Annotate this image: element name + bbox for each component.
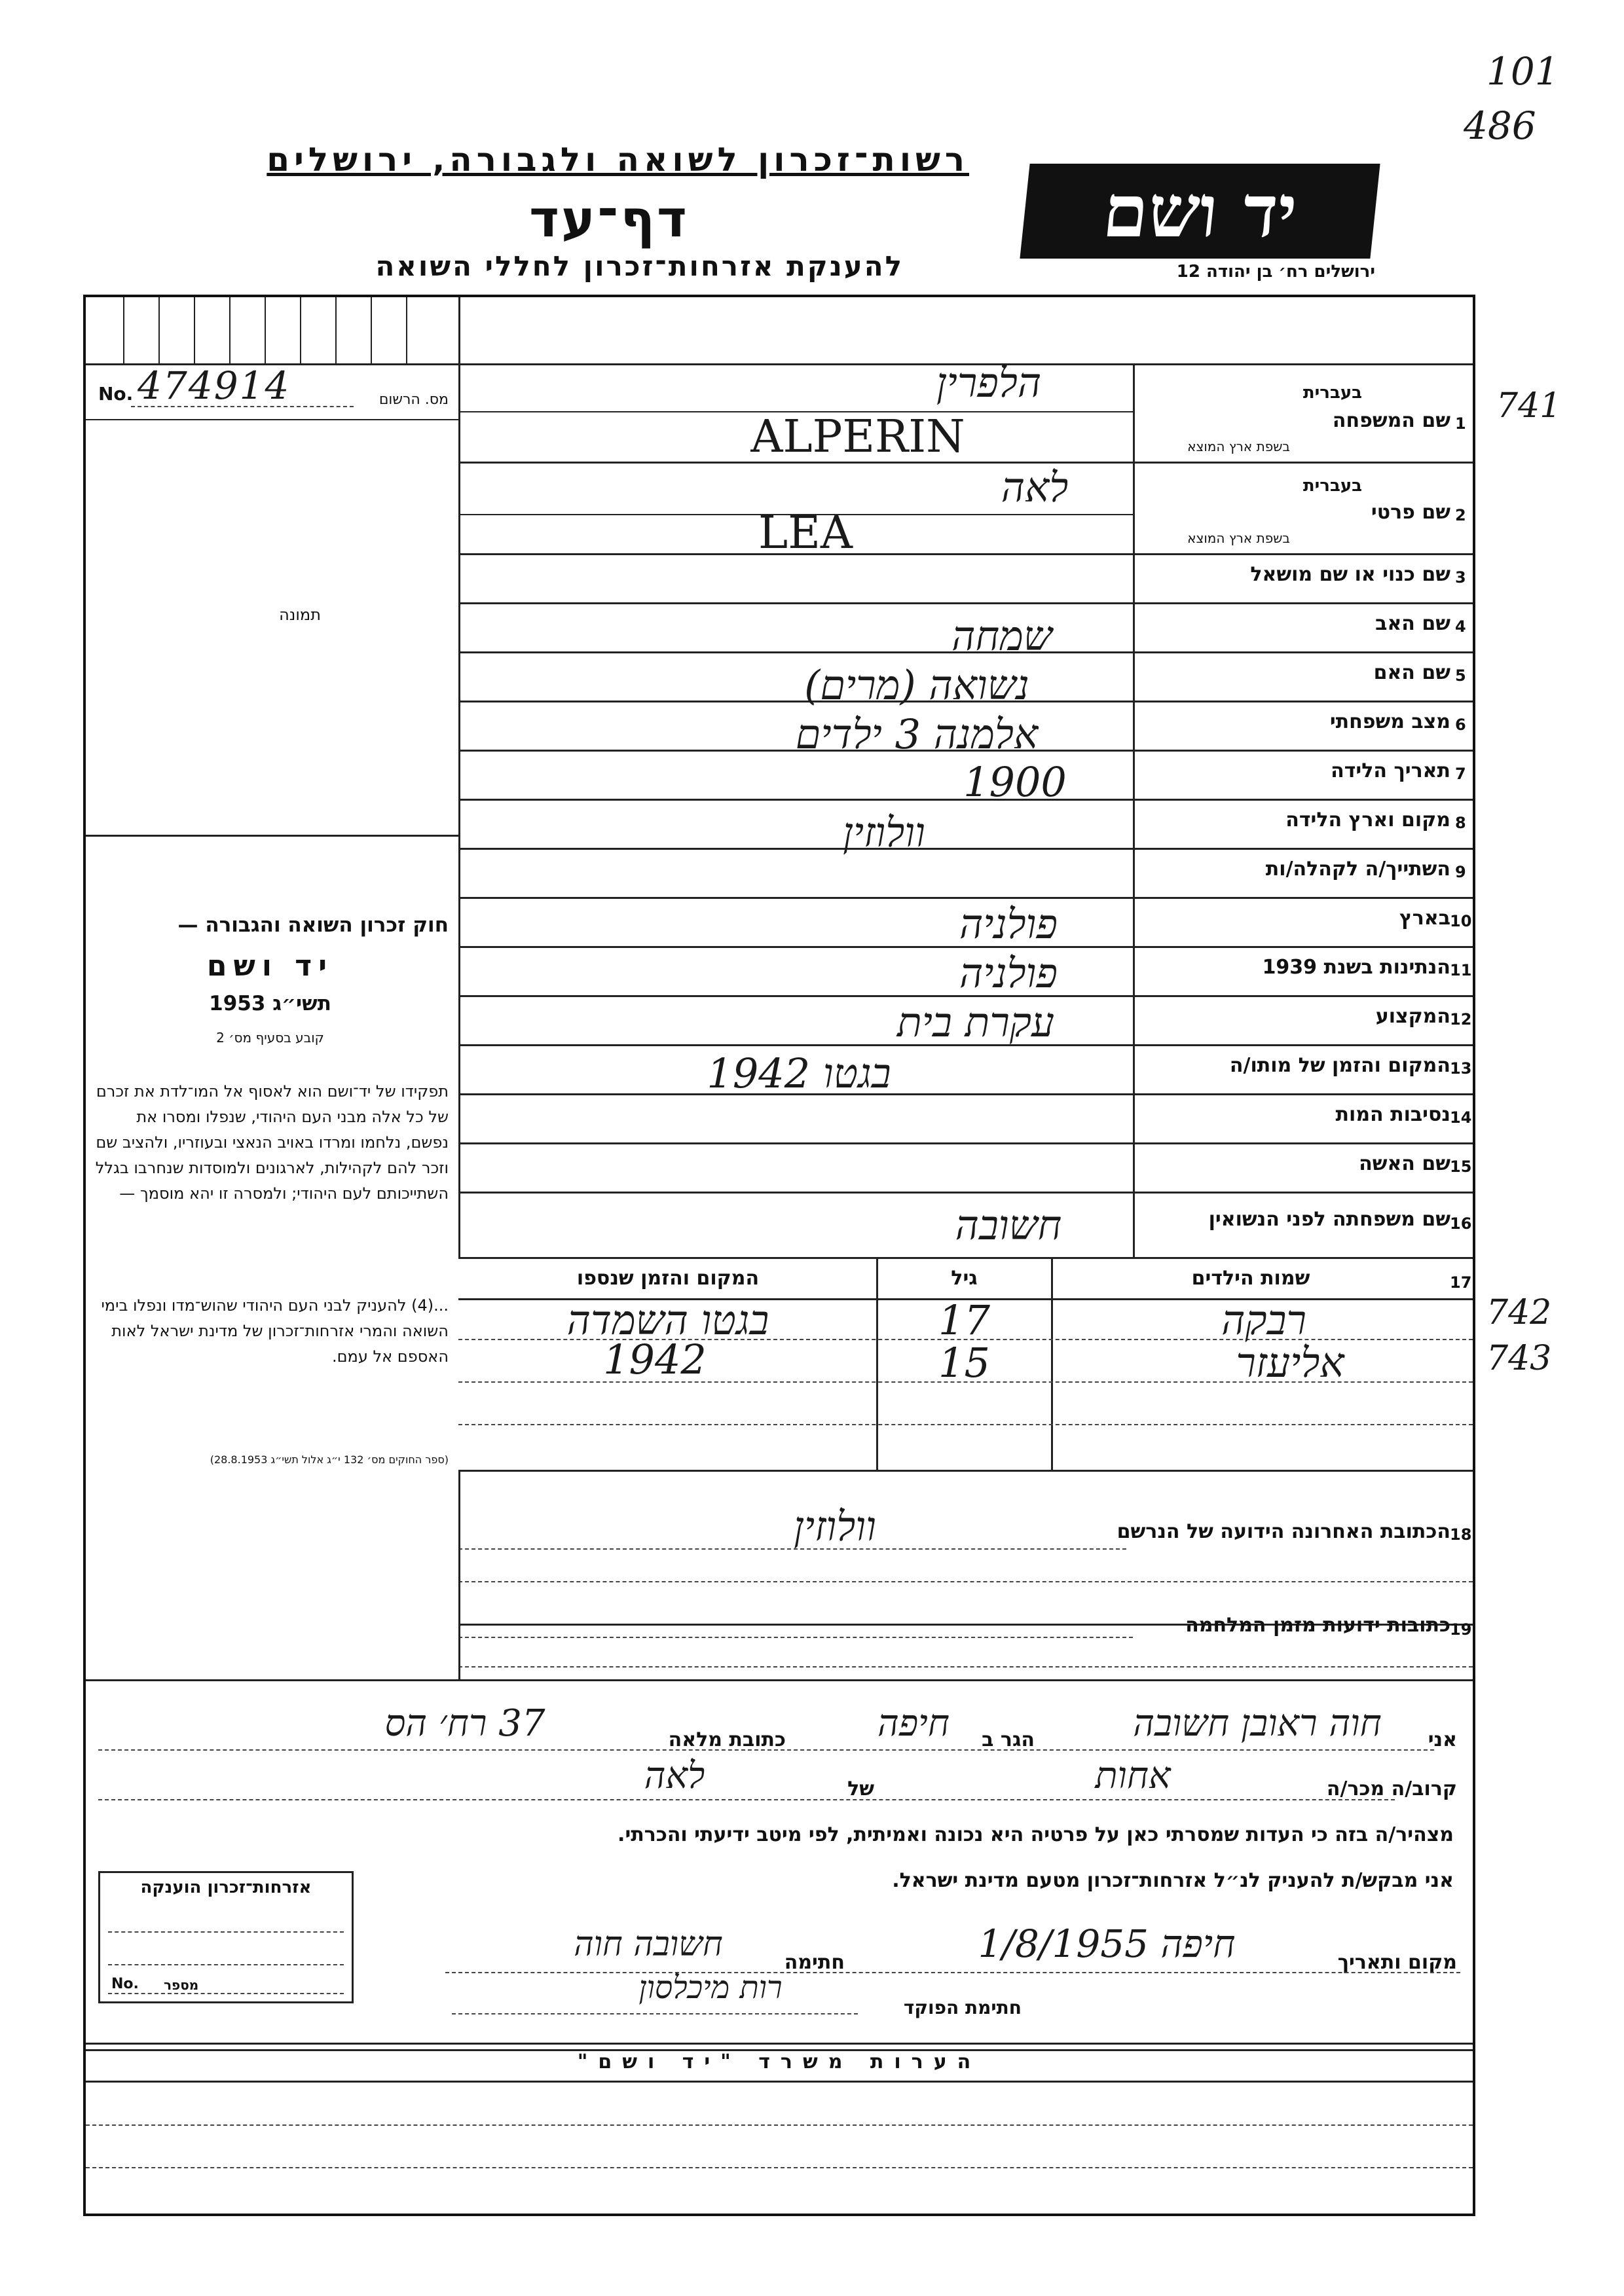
yad-vashem-logo	[1020, 164, 1380, 259]
form-title: דף־עד	[529, 190, 689, 249]
field-19-label: כתובות ידועות מזמן המלחמה	[1185, 1614, 1450, 1637]
law-title: חוק זכרון השואה והגבורה —	[177, 913, 449, 937]
field-10-number: 10	[1450, 912, 1472, 930]
law-year: תשי״ג 1953	[209, 992, 331, 1015]
child-1-age: 17	[938, 1296, 990, 1344]
field-6-label: מצב משפחתי	[1329, 710, 1450, 733]
children-header-age: גיל	[951, 1267, 978, 1290]
field-1-number: 1	[1455, 414, 1466, 433]
statement-request: אני מבקש/ת להעניק לנ״ל אזרחות־זכרון מטעם מדינת ישראל.	[892, 1869, 1454, 1892]
field-6-number: 6	[1455, 716, 1466, 734]
archive-number-bottom: 486	[1464, 103, 1536, 148]
field-6-value: נשואה (מרים)	[804, 661, 1029, 709]
field-13-label: המקום והזמן של מותו/ה	[1229, 1054, 1450, 1077]
child-2-age: 15	[938, 1339, 990, 1387]
field-18-number: 18	[1450, 1525, 1472, 1544]
left-column-divider	[458, 363, 460, 1257]
field-2-sub-local: בשפת ארץ המוצא	[1187, 530, 1290, 546]
authority-title: רשות־זכרון לשואה ולגבורה, ירושלים	[267, 141, 969, 179]
field-14-number: 14	[1450, 1108, 1472, 1127]
field-11-label: הנתינות בשנת 1939	[1262, 956, 1450, 979]
field-1-value-hebrew: הלפרין	[936, 359, 1042, 407]
signature-label: חתימה	[784, 1951, 845, 1974]
place-date-label: מקום ותאריך	[1337, 1951, 1457, 1974]
statement-truth: מצהיר/ה בזה כי העדות שמסרתי כאן על פרטיה היא נכונה ואמיתית, לפי מיטב ידיעתי והכרתי.	[618, 1823, 1454, 1846]
field-4-number: 4	[1455, 617, 1466, 636]
field-19-number: 19	[1450, 1620, 1472, 1639]
field-12-number: 12	[1450, 1010, 1472, 1029]
archive-number-top: 101	[1486, 49, 1559, 94]
children-header-names: שמות הילדים	[1191, 1267, 1310, 1290]
field-13-value: בגטו 1942	[707, 1049, 891, 1097]
child-2-place: 1942	[603, 1336, 707, 1383]
clerk-signature: רות מיכלסון	[638, 1969, 783, 2006]
top-row-divider	[86, 363, 1473, 365]
field-5-label: שם האם	[1373, 661, 1450, 684]
address: ירושלים רח׳ בן יהודה 12	[1176, 262, 1375, 282]
registration-number: 474914	[138, 363, 291, 408]
field-7-number: 7	[1455, 765, 1466, 783]
field-11-value: פולניה	[959, 949, 1058, 997]
declarant-name: חוה ראובן חשובה	[1133, 1702, 1382, 1745]
full-address: 37 רח׳ הס	[384, 1702, 545, 1745]
field-12-value: עקרת בית	[896, 998, 1055, 1046]
field-17-number: 17	[1450, 1273, 1472, 1292]
place-date-value: חיפה 1/8/1955	[978, 1922, 1236, 1966]
resident-label: הגר ב	[982, 1728, 1035, 1751]
photo-label: תמונה	[279, 606, 321, 624]
of-name: לאה	[644, 1755, 705, 1797]
citizenship-number-label: מספר	[164, 1977, 199, 1993]
field-7-value: אלמנה 3 ילדים	[795, 710, 1039, 758]
field-11-number: 11	[1450, 961, 1472, 979]
law-clause: קובע בסעיף מס׳ 2	[216, 1030, 324, 1046]
field-2-value-latin: LEA	[758, 507, 853, 559]
field-9-value: וולוזין	[843, 809, 925, 856]
child-2-margin-number: 743	[1486, 1339, 1552, 1378]
declaration-ani: אני	[1428, 1728, 1457, 1751]
field-7-label: תאריך הלידה	[1331, 759, 1450, 782]
child-1-place: בגטו השמדה	[566, 1296, 769, 1344]
registration-label: מס. הרשום	[378, 392, 449, 408]
relative-label: קרוב/ה מכר/ה	[1326, 1777, 1457, 1800]
registration-prefix: No.	[98, 383, 134, 405]
field-13-number: 13	[1450, 1059, 1472, 1078]
field-1-sub-hebrew: בעברית	[1302, 383, 1362, 403]
field-1-sub-local: בשפת ארץ המוצא	[1187, 439, 1290, 454]
law-name: יד ושם	[206, 949, 334, 983]
field-16-value: חשובה	[955, 1201, 1062, 1249]
signature-value: חשובה חוה	[574, 1925, 723, 1964]
citizenship-title: אזרחות־זכרון הוענקה	[140, 1878, 312, 1897]
field-2-label: שם פרטי	[1371, 501, 1450, 524]
field-4-label: שם האב	[1375, 612, 1450, 635]
resident-city: חיפה	[877, 1702, 950, 1745]
field-18-value: וולוזין	[794, 1503, 876, 1550]
field-9-number: 9	[1455, 863, 1466, 881]
field-8-value: 1900	[963, 758, 1067, 806]
field-10-value: פולניה	[959, 900, 1058, 948]
field-2-number: 2	[1455, 506, 1466, 524]
clerk-signature-label: חתימת הפוקד	[903, 1997, 1022, 2018]
citizenship-no: No.	[111, 1976, 139, 1992]
field-3-number: 3	[1455, 568, 1466, 587]
law-clause-4: ...(4) להעניק לבני העם היהודי שהוש־מדו ונפלו בימי השואה והמרי אזרחות־זכרון של מדינת ישראל לאות האספם אל עמם.	[101, 1296, 449, 1366]
child-1-margin-number: 742	[1486, 1293, 1552, 1332]
field-5-number: 5	[1455, 666, 1466, 685]
field-1-label: שם המשפחה	[1332, 409, 1450, 432]
logo-text: יד ושם	[1099, 169, 1301, 253]
field-16-label: שם משפחתה לפני הנשואין	[1208, 1208, 1450, 1231]
law-body: תפקידו של יד־ושם הוא לאסוף אל המו־לדת את זכרם של כל אלה מבני העם היהודי, שנפלו ומסרו את נפשם, נלחמו ומרדו באויב הנאצי ובעוזריו, ולהציב שם וזכר להם לקהילות, לארגונים ולמוסדות שנחרבו בגלל השתייכותם לעם היהודי; ולמסרה זו יהא מוסמך —	[95, 1082, 449, 1203]
label-column-divider	[1133, 363, 1135, 1257]
of-label: של	[847, 1777, 874, 1800]
field-2-value-hebrew: לאה	[1001, 464, 1069, 511]
remarks-title: הערות משרד "יד ושם"	[577, 2050, 982, 2073]
child-2-name: אליעזר	[1236, 1339, 1344, 1387]
field-3-label: שם כנוי או שם מושאל	[1250, 563, 1450, 586]
field-1-value-latin: ALPERIN	[750, 411, 965, 463]
field-8-label: מקום וארץ הלידה	[1285, 809, 1450, 831]
field-2-sub-hebrew: בעברית	[1302, 476, 1362, 496]
field-4-value: שמחה	[951, 612, 1052, 660]
field-8-number: 8	[1455, 814, 1466, 832]
form-subtitle: להענקת אזרחות־זכרון לחללי השואה	[375, 250, 904, 282]
relation-value: אחות	[1095, 1755, 1171, 1797]
field-18-label: הכתובת האחרונה הידועה של הנרשם	[1116, 1520, 1450, 1543]
address-label: כתובת מלאה	[668, 1728, 786, 1751]
field-16-number: 16	[1450, 1214, 1472, 1233]
field-9-label: השתייך/ה לקהלה/ות	[1265, 858, 1450, 881]
field-12-label: המקצוע	[1375, 1005, 1450, 1028]
field-15-label: שם האשה	[1359, 1152, 1450, 1175]
law-footnote: (ספר החוקים מס׳ 132 י״ג אלול תשי״ג 28.8.1953)	[210, 1453, 449, 1466]
field-10-label: בארץ	[1399, 907, 1450, 930]
field-14-label: נסיבות המות	[1335, 1103, 1450, 1126]
field-15-number: 15	[1450, 1157, 1472, 1176]
children-header-place: המקום והזמן שנספו	[576, 1267, 760, 1290]
child-1-name: רבקה	[1221, 1296, 1306, 1344]
field-1-margin-number: 741	[1496, 386, 1562, 426]
